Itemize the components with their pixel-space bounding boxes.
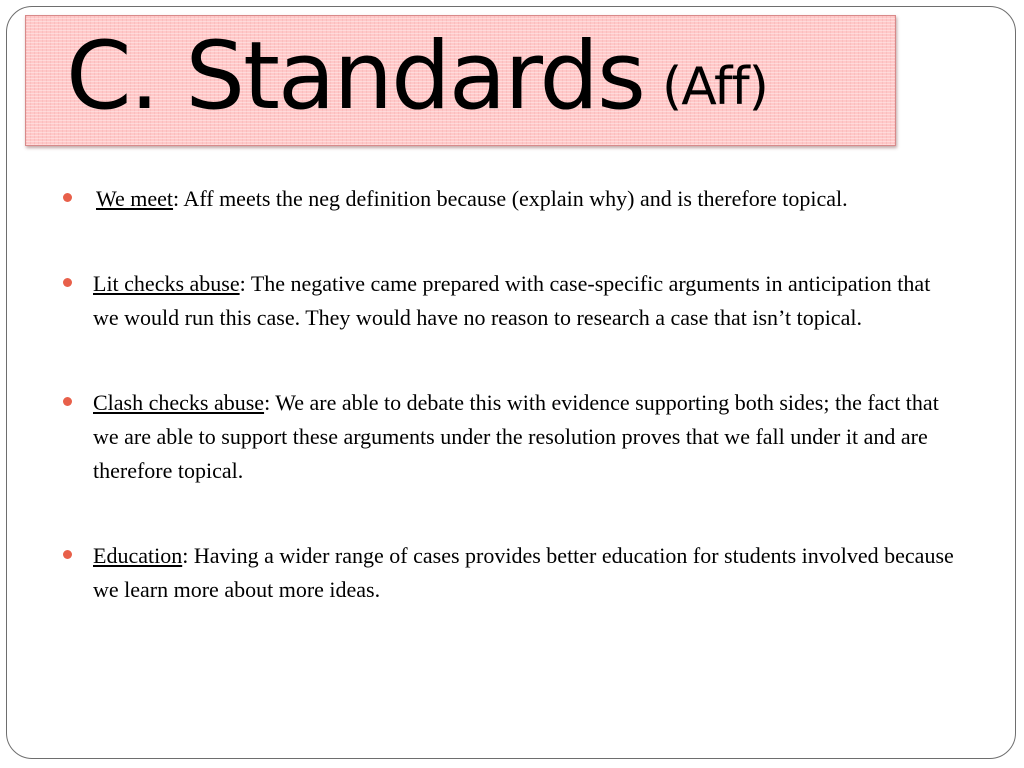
bullet-term: Lit checks abuse xyxy=(93,271,240,296)
slide-title xyxy=(66,22,768,131)
title-main: C. Standards xyxy=(66,22,645,131)
title-suffix: (Aff) xyxy=(662,57,768,117)
bullet-term: Clash checks abuse xyxy=(93,390,265,415)
bullet-dot-icon xyxy=(63,550,72,559)
bullet-item-clash-checks-abuse xyxy=(60,386,960,488)
bullet-dot-icon xyxy=(63,193,72,202)
bullet-dot-icon xyxy=(63,397,72,406)
bullet-text: : We are able to debate this with evidence supporting both sides; the fact that we are able to support these arguments under the resolution proves that we fall under it and are therefore topical. xyxy=(93,390,939,483)
bullet-text: : Having a wider range of cases provides better education for students involved because we learn more about more ideas. xyxy=(93,543,954,602)
bullet-term: We meet xyxy=(96,186,174,211)
bullet-text: : Aff meets the neg definition because (explain why) and is therefore topical. xyxy=(173,186,848,211)
bullet-text: : The negative came prepared with case-specific arguments in anticipation that we would run this case. They would have no reason to research a case that isn’t topical. xyxy=(93,271,931,330)
bullet-item-we-meet xyxy=(60,182,960,216)
bullet-item-education xyxy=(60,539,960,607)
bullet-item-lit-checks-abuse xyxy=(60,267,960,335)
bullet-dot-icon xyxy=(63,278,72,287)
bullet-term: Education xyxy=(93,543,183,568)
title-box xyxy=(25,15,896,146)
bullet-list xyxy=(60,182,960,658)
